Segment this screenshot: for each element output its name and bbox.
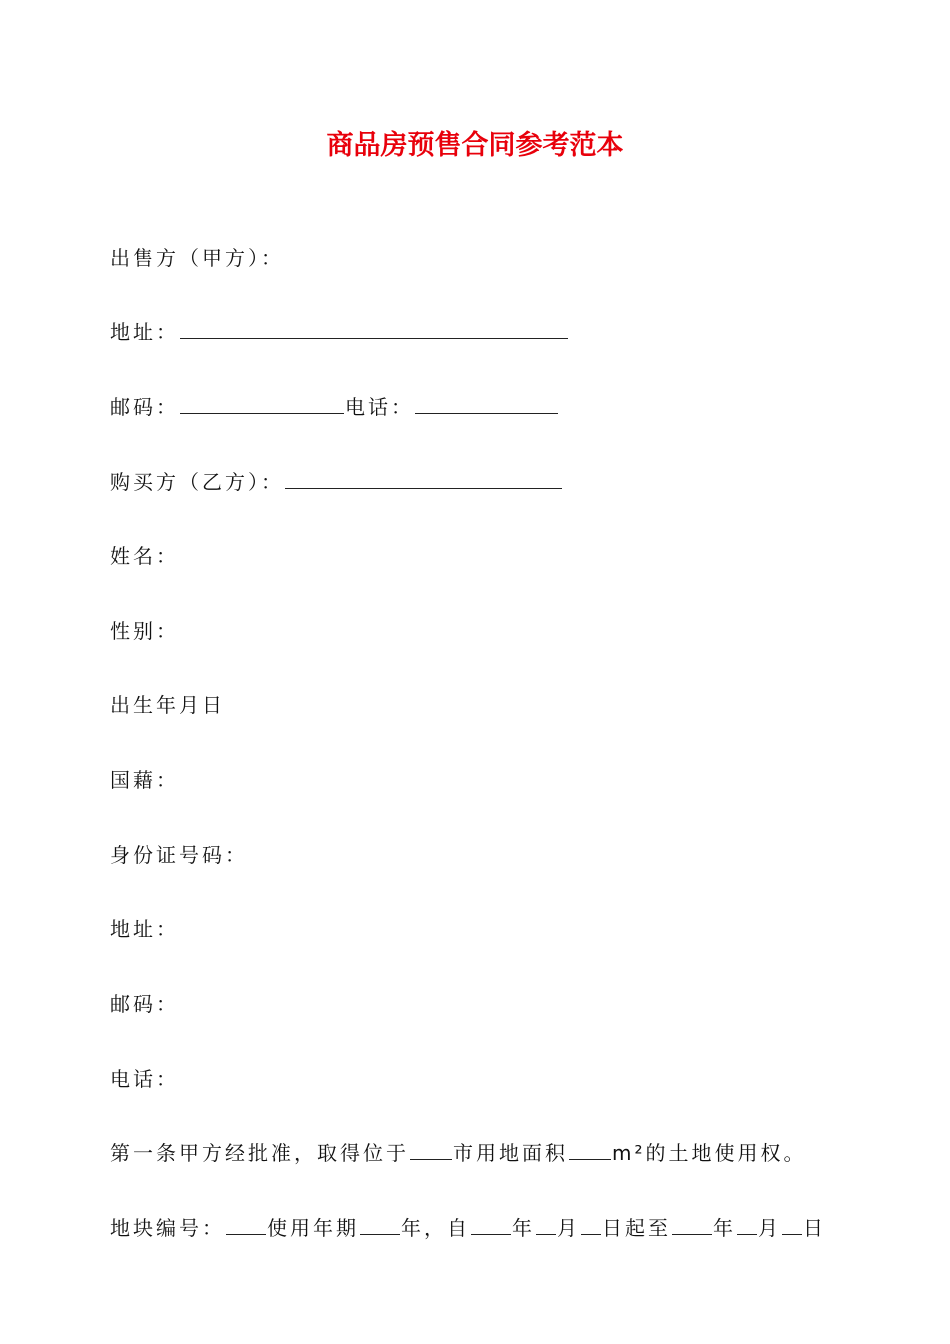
plot-start-month-blank[interactable] bbox=[536, 1214, 556, 1235]
article-1-line bbox=[110, 1138, 807, 1168]
seller-postcode-blank[interactable] bbox=[180, 393, 344, 414]
plot-text-2: 使用年期 bbox=[267, 1216, 359, 1240]
buyer-address-label: 地址： bbox=[110, 917, 179, 941]
plot-text-9: 日 bbox=[803, 1216, 826, 1240]
buyer-label: 购买方（乙方）： bbox=[110, 470, 284, 494]
name-label: 姓名： bbox=[110, 544, 179, 568]
seller-postcode-label: 邮码： bbox=[110, 395, 179, 419]
buyer-phone-label: 电话： bbox=[110, 1067, 179, 1091]
seller-address-line bbox=[110, 317, 569, 347]
seller-phone-blank[interactable] bbox=[415, 393, 558, 414]
seller-line bbox=[110, 243, 284, 273]
buyer-postcode-label: 邮码： bbox=[110, 992, 179, 1016]
document-title: 商品房预售合同参考范本 bbox=[326, 130, 624, 161]
nationality-line bbox=[110, 765, 179, 795]
article-1-text-3: m²的土地使用权。 bbox=[612, 1141, 807, 1165]
gender-line bbox=[110, 616, 179, 646]
plot-start-day-blank[interactable] bbox=[581, 1214, 601, 1235]
article-1-text-1: 第一条甲方经批准，取得位于 bbox=[110, 1141, 409, 1165]
plot-text-8: 月 bbox=[758, 1216, 781, 1240]
buyer-blank[interactable] bbox=[285, 468, 562, 489]
article-1-text-2: 市用地面积 bbox=[453, 1141, 568, 1165]
article-1-city-blank[interactable] bbox=[410, 1139, 452, 1160]
plot-text-3: 年，自 bbox=[401, 1216, 470, 1240]
plot-end-day-blank[interactable] bbox=[782, 1214, 802, 1235]
plot-number-blank[interactable] bbox=[226, 1214, 266, 1235]
id-number-line bbox=[110, 840, 248, 870]
plot-line bbox=[110, 1213, 826, 1243]
name-line bbox=[110, 541, 179, 571]
plot-text-6: 日起至 bbox=[602, 1216, 671, 1240]
article-1-area-blank[interactable] bbox=[569, 1139, 611, 1160]
seller-label: 出售方（甲方）： bbox=[110, 246, 284, 270]
buyer-postcode-line bbox=[110, 989, 179, 1019]
nationality-label: 国藉： bbox=[110, 768, 179, 792]
id-number-label: 身份证号码： bbox=[110, 843, 248, 867]
gender-label: 性别： bbox=[110, 619, 179, 643]
seller-phone-label: 电话： bbox=[345, 395, 414, 419]
plot-end-month-blank[interactable] bbox=[737, 1214, 757, 1235]
plot-text-4: 年 bbox=[512, 1216, 535, 1240]
seller-postcode-phone-line bbox=[110, 392, 559, 422]
plot-text-7: 年 bbox=[713, 1216, 736, 1240]
birth-line bbox=[110, 690, 225, 720]
birth-label: 出生年月日 bbox=[110, 693, 225, 717]
buyer-address-line bbox=[110, 914, 179, 944]
plot-text-1: 地块编号： bbox=[110, 1216, 225, 1240]
plot-start-year-blank[interactable] bbox=[471, 1214, 511, 1235]
plot-text-5: 月 bbox=[557, 1216, 580, 1240]
seller-address-label: 地址： bbox=[110, 320, 179, 344]
plot-years-blank[interactable] bbox=[360, 1214, 400, 1235]
seller-address-blank[interactable] bbox=[180, 318, 568, 339]
buyer-phone-line bbox=[110, 1064, 179, 1094]
buyer-line bbox=[110, 467, 563, 497]
plot-end-year-blank[interactable] bbox=[672, 1214, 712, 1235]
